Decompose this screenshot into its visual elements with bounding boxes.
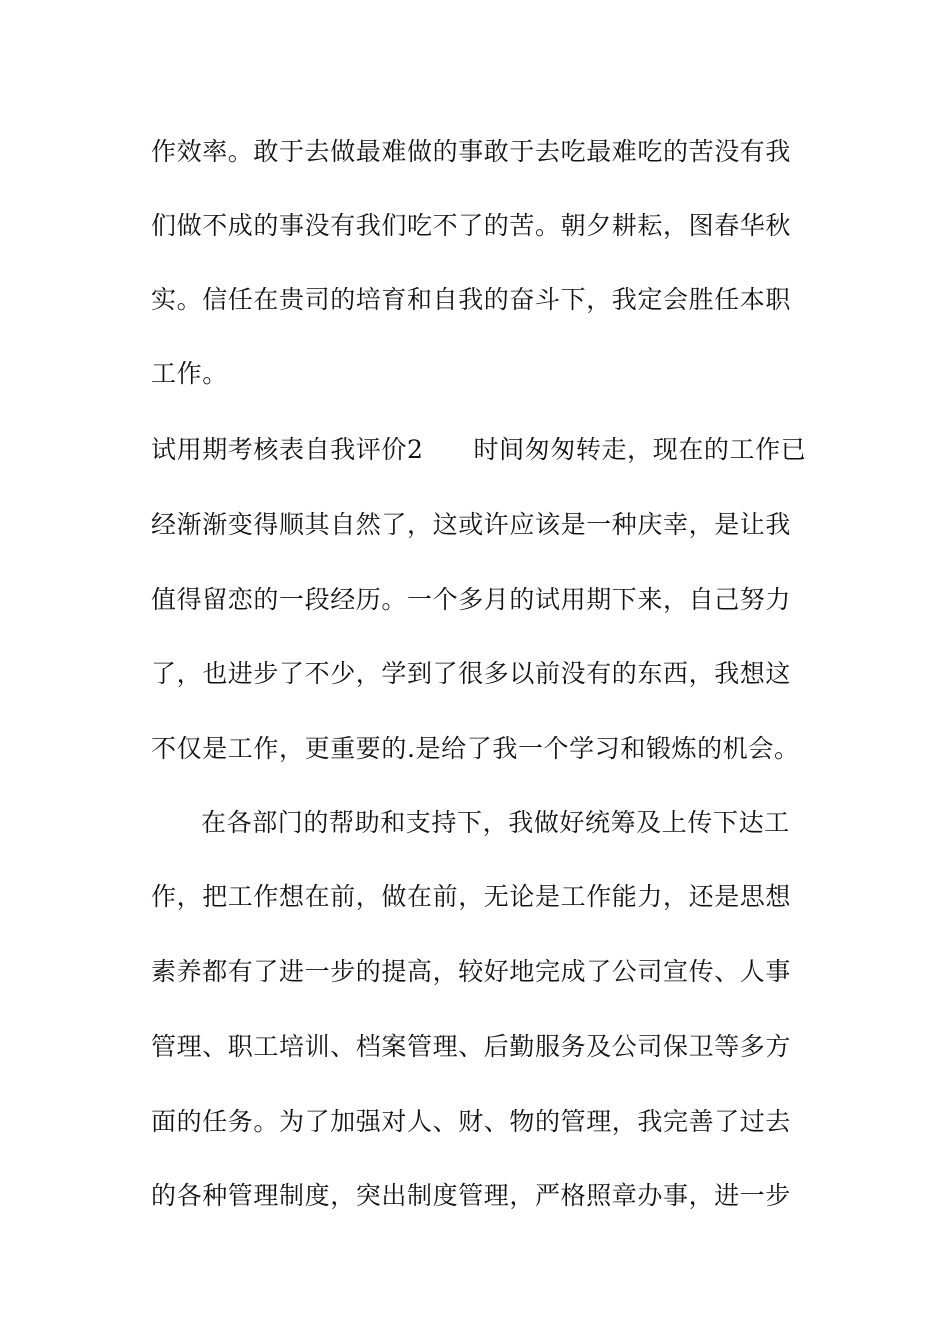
paragraph-line: 了，也进步了不少，学到了很多以前没有的东西，我想这 [151, 659, 792, 688]
paragraph-line: 素养都有了进一步的提高，较好地完成了公司宣传、人事 [151, 957, 792, 986]
section-heading: 试用期考核表自我评价2 [151, 435, 424, 464]
paragraph-line: 值得留恋的一段经历。一个多月的试用期下来，自己努力 [151, 585, 792, 614]
paragraph-line: 不仅是工作，更重要的.是给了我一个学习和锻炼的机会。 [151, 734, 800, 763]
section-heading-line [151, 430, 821, 470]
paragraph-line: 的各种管理制度，突出制度管理，严格照章办事，进一步 [151, 1181, 792, 1210]
paragraph-line: 管理、职工培训、档案管理、后勤服务及公司保卫等多方 [151, 1032, 792, 1061]
paragraph-line: 面的任务。为了加强对人、财、物的管理，我完善了过去 [151, 1107, 792, 1136]
paragraph-line: 作效率。敢于去做最难做的事敢于去吃最难吃的苦没有我 [151, 137, 792, 166]
paragraph-line: 们做不成的事没有我们吃不了的苦。朝夕耕耘，图春华秋 [151, 211, 792, 240]
paragraph-line: 作，把工作想在前，做在前，无论是工作能力，还是思想 [151, 882, 792, 911]
paragraph-line-indented: 在各部门的帮助和支持下，我做好统筹及上传下达工 [201, 808, 790, 837]
paragraph-line: 工作。 [151, 359, 228, 388]
section-first-line: 时间匆匆转走，现在的工作已 [473, 435, 807, 464]
paragraph-line: 实。信任在贵司的培育和自我的奋斗下，我定会胜任本职 [151, 285, 792, 314]
paragraph-line: 经渐渐变得顺其自然了，这或许应该是一种庆幸，是让我 [151, 510, 792, 539]
